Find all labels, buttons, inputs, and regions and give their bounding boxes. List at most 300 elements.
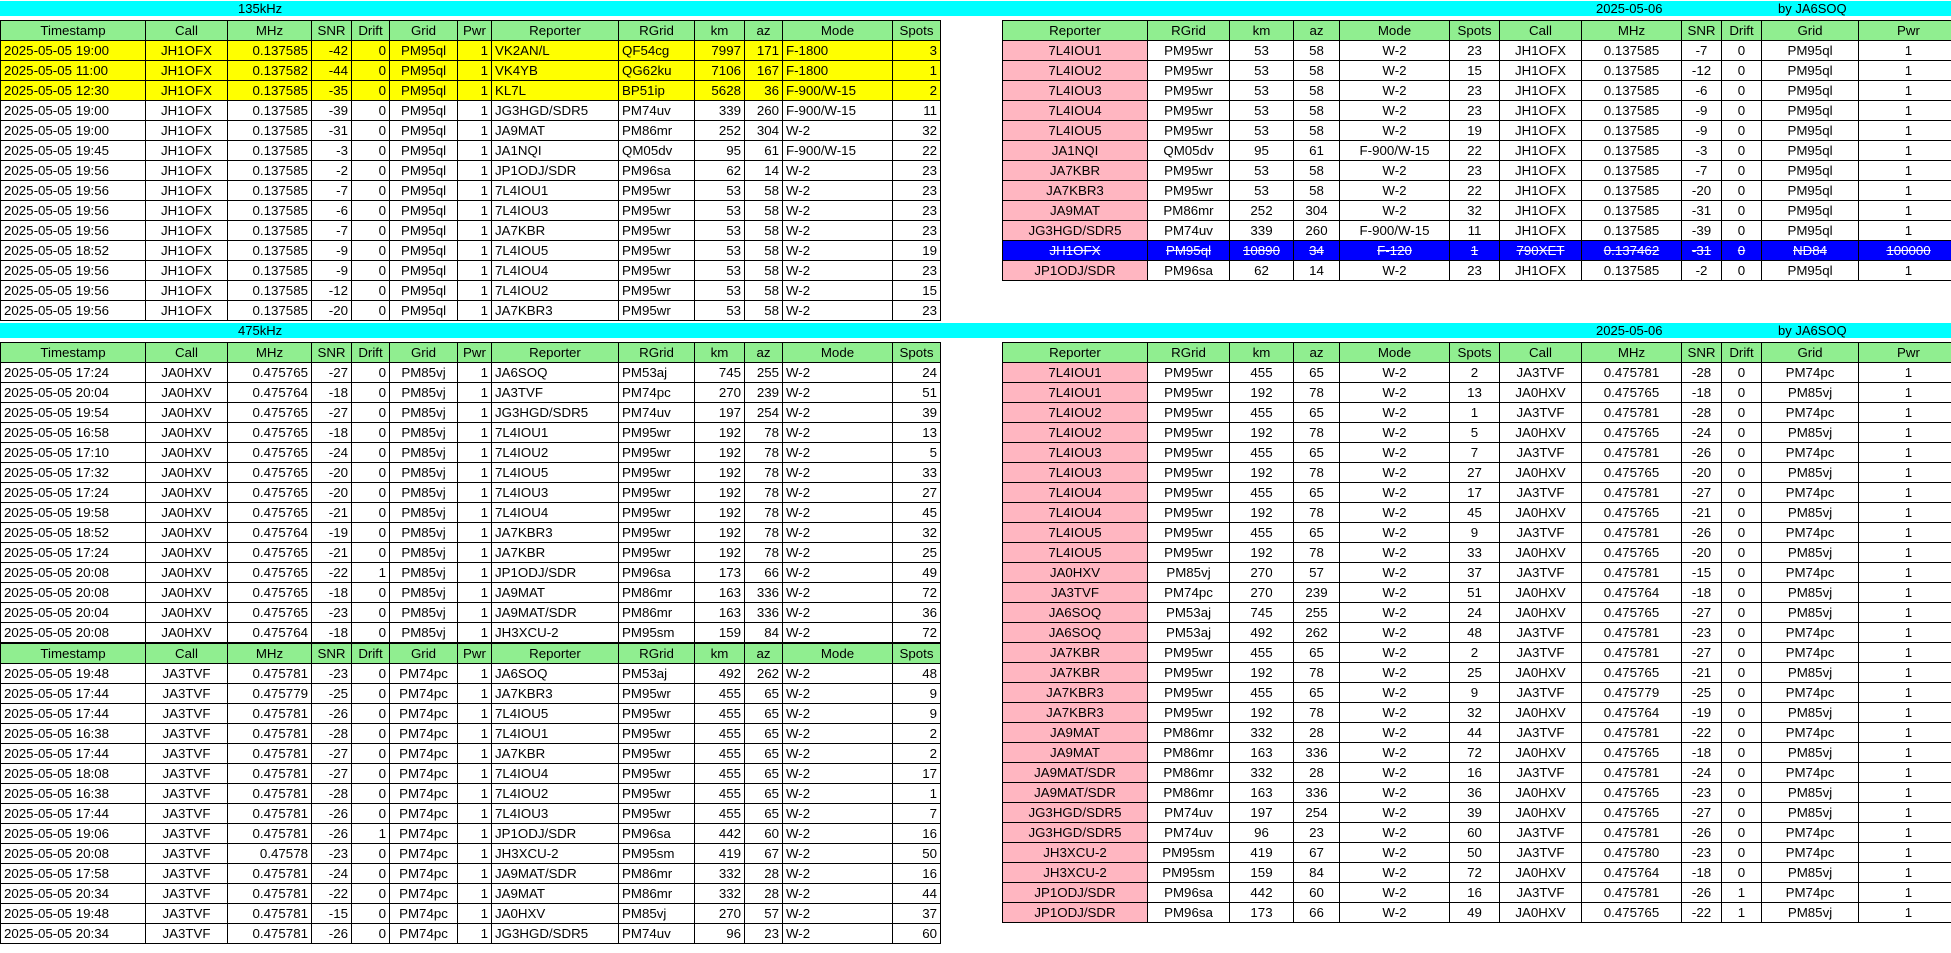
cell-drift: 0 (1722, 603, 1762, 623)
column-header-snr[interactable]: SNR (1682, 343, 1722, 363)
cell-az: 66 (1294, 903, 1340, 923)
cell-timestamp: 2025-05-05 11:00 (1, 61, 146, 81)
cell-km: 95 (695, 141, 745, 161)
cell-drift: 0 (1722, 81, 1762, 101)
cell-rgrid: PM96sa (619, 563, 695, 583)
column-header-rgrid[interactable]: RGrid (619, 21, 695, 41)
table-row[interactable] (1, 81, 941, 101)
column-header-grid[interactable]: Grid (1762, 21, 1859, 41)
cell-call: JA3TVF (1500, 823, 1582, 843)
column-header-pwr[interactable]: Pwr (458, 343, 492, 363)
column-header-pwr[interactable]: Pwr (458, 644, 492, 664)
table-row[interactable] (1003, 201, 1951, 221)
column-header-timestamp[interactable]: Timestamp (1, 21, 146, 41)
cell-km: 192 (695, 503, 745, 523)
table-row[interactable] (1, 684, 941, 704)
table-row[interactable] (1003, 463, 1951, 483)
cell-timestamp: 2025-05-05 18:52 (1, 241, 146, 261)
cell-spots: 32 (1450, 201, 1500, 221)
cell-az: 336 (745, 583, 783, 603)
cell-timestamp: 2025-05-05 19:56 (1, 301, 146, 321)
cell-az: 78 (1294, 423, 1340, 443)
cell-pwr: 1 (1859, 783, 1951, 803)
cell-rgrid: PM95wr (1148, 81, 1230, 101)
cell-call: JH1OFX (1500, 101, 1582, 121)
table-row[interactable] (1003, 483, 1951, 503)
cell-reporter: JA1NQI (1003, 141, 1148, 161)
column-header-rgrid[interactable]: RGrid (619, 644, 695, 664)
cell-reporter: JA6SOQ (492, 363, 619, 383)
cell-call: JA3TVF (1500, 483, 1582, 503)
column-header-drift[interactable]: Drift (352, 343, 390, 363)
cell-timestamp: 2025-05-05 17:58 (1, 864, 146, 884)
cell-snr: -28 (1682, 363, 1722, 383)
column-header-drift[interactable]: Drift (1722, 343, 1762, 363)
table-row[interactable] (1, 261, 941, 281)
table-row[interactable] (1003, 803, 1951, 823)
cell-spots: 9 (1450, 683, 1500, 703)
column-header-rgrid[interactable]: RGrid (1148, 21, 1230, 41)
cell-km: 192 (1230, 463, 1294, 483)
cell-mhz: 0.137585 (1582, 61, 1682, 81)
cell-snr: -3 (312, 141, 352, 161)
cell-grid: PM85vj (1762, 803, 1859, 823)
cell-km: 455 (1230, 403, 1294, 423)
column-header-km[interactable]: km (1230, 343, 1294, 363)
cell-reporter: JA7KBR3 (492, 684, 619, 704)
cell-mode: W-2 (783, 583, 893, 603)
table-row[interactable] (1003, 863, 1951, 883)
cell-grid: PM85vj (390, 443, 458, 463)
cell-reporter: 7L4IOU1 (492, 423, 619, 443)
table-row[interactable] (1003, 783, 1951, 803)
cell-timestamp: 2025-05-05 17:44 (1, 684, 146, 704)
table-row[interactable] (1003, 603, 1951, 623)
table-row[interactable] (1, 784, 941, 804)
table-row[interactable] (1003, 723, 1951, 743)
table-row[interactable] (1, 583, 941, 603)
cell-pwr: 1 (458, 363, 492, 383)
column-header-call[interactable]: Call (146, 644, 228, 664)
cell-reporter: JA7KBR3 (1003, 683, 1148, 703)
cell-mode: F-900/W-15 (783, 141, 893, 161)
column-header-spots[interactable]: Spots (1450, 21, 1500, 41)
table-row[interactable] (1003, 61, 1951, 81)
cell-mhz: 0.137585 (228, 201, 312, 221)
cell-az: 58 (745, 221, 783, 241)
cell-az: 36 (745, 81, 783, 101)
table-row[interactable] (1, 563, 941, 583)
column-header-reporter[interactable]: Reporter (1003, 343, 1148, 363)
column-header-drift[interactable]: Drift (352, 21, 390, 41)
cell-snr: -21 (312, 503, 352, 523)
table-row[interactable] (1003, 583, 1951, 603)
cell-drift: 0 (352, 704, 390, 724)
cell-km: 95 (1230, 141, 1294, 161)
cell-reporter: JA0HXV (1003, 563, 1148, 583)
cell-drift: 0 (352, 483, 390, 503)
cell-mode: W-2 (1340, 863, 1450, 883)
cell-mhz: 0.475765 (228, 543, 312, 563)
cell-pwr: 1 (458, 764, 492, 784)
cell-pwr: 1 (458, 403, 492, 423)
table-row[interactable] (1, 141, 941, 161)
cell-grid: PM85vj (390, 363, 458, 383)
cell-pwr: 1 (1859, 201, 1951, 221)
cell-mode: W-2 (783, 161, 893, 181)
table-row[interactable] (1003, 161, 1951, 181)
cell-pwr: 1 (458, 443, 492, 463)
cell-reporter: 7L4IOU3 (492, 483, 619, 503)
cell-rgrid: PM95wr (1148, 383, 1230, 403)
column-header-reporter[interactable]: Reporter (492, 21, 619, 41)
cell-mhz: 0.475781 (228, 784, 312, 804)
cell-az: 28 (1294, 723, 1340, 743)
column-header-timestamp[interactable]: Timestamp (1, 343, 146, 363)
cell-pwr: 1 (1859, 161, 1951, 181)
cell-grid: PM74pc (390, 884, 458, 904)
cell-timestamp: 2025-05-05 17:32 (1, 463, 146, 483)
cell-km: 192 (1230, 543, 1294, 563)
column-header-az[interactable]: az (745, 644, 783, 664)
table-row[interactable] (1, 241, 941, 261)
cell-az: 84 (1294, 863, 1340, 883)
table-row[interactable] (1, 301, 941, 321)
table-row[interactable] (1003, 823, 1951, 843)
cell-rgrid: PM53aj (1148, 603, 1230, 623)
column-header-mode[interactable]: Mode (783, 21, 893, 41)
cell-km: 270 (695, 904, 745, 924)
column-header-az[interactable]: az (745, 21, 783, 41)
table-row[interactable] (1, 121, 941, 141)
table-row[interactable] (1, 844, 941, 864)
column-header-mhz[interactable]: MHz (228, 343, 312, 363)
table-row[interactable] (1, 824, 941, 844)
column-header-rgrid[interactable]: RGrid (1148, 343, 1230, 363)
column-header-mode[interactable]: Mode (1340, 21, 1450, 41)
table-row[interactable] (1, 623, 941, 643)
column-header-mhz[interactable]: MHz (1582, 21, 1682, 41)
cell-pwr: 1 (1859, 563, 1951, 583)
table-row[interactable] (1, 924, 941, 944)
column-header-drift[interactable]: Drift (1722, 21, 1762, 41)
column-header-spots[interactable]: Spots (893, 644, 941, 664)
cell-drift: 0 (1722, 703, 1762, 723)
table-row[interactable] (1003, 743, 1951, 763)
column-header-km[interactable]: km (695, 644, 745, 664)
table-row[interactable] (1003, 41, 1951, 61)
table-row[interactable] (1003, 363, 1951, 383)
table-row[interactable] (1003, 683, 1951, 703)
table-row[interactable] (1003, 81, 1951, 101)
column-header-snr[interactable]: SNR (312, 644, 352, 664)
cell-pwr: 1 (1859, 423, 1951, 443)
cell-az: 84 (745, 623, 783, 643)
column-header-az[interactable]: az (1294, 343, 1340, 363)
cell-reporter: JP1ODJ/SDR (1003, 261, 1148, 281)
column-header-km[interactable]: km (695, 343, 745, 363)
table-row[interactable] (1, 904, 941, 924)
column-header-snr[interactable]: SNR (312, 21, 352, 41)
table-row[interactable] (1003, 883, 1951, 903)
cell-km: 173 (695, 563, 745, 583)
cell-call: JA3TVF (146, 764, 228, 784)
column-header-grid[interactable]: Grid (390, 343, 458, 363)
table-row[interactable] (1003, 181, 1951, 201)
cell-pwr: 1 (1859, 181, 1951, 201)
cell-timestamp: 2025-05-05 18:52 (1, 523, 146, 543)
cell-mode: W-2 (1340, 643, 1450, 663)
cell-reporter: JA9MAT/SDR (1003, 783, 1148, 803)
cell-reporter: JA9MAT (1003, 743, 1148, 763)
column-header-pwr[interactable]: Pwr (1859, 343, 1951, 363)
column-header-pwr[interactable]: Pwr (1859, 21, 1951, 41)
cell-mode: W-2 (1340, 903, 1450, 923)
cell-grid: PM74pc (390, 844, 458, 864)
column-header-timestamp[interactable]: Timestamp (1, 644, 146, 664)
cell-mode: W-2 (783, 744, 893, 764)
table-row[interactable] (1003, 703, 1951, 723)
table-row[interactable] (1003, 503, 1951, 523)
cell-km: 332 (695, 884, 745, 904)
column-header-az[interactable]: az (1294, 21, 1340, 41)
cell-mode: W-2 (783, 884, 893, 904)
cell-drift: 0 (352, 784, 390, 804)
cell-grid: PM85vj (1762, 783, 1859, 803)
cell-pwr: 1 (458, 241, 492, 261)
cell-mode: W-2 (1340, 383, 1450, 403)
cell-rgrid: PM95wr (1148, 683, 1230, 703)
column-header-km[interactable]: km (1230, 21, 1294, 41)
cell-km: 192 (1230, 703, 1294, 723)
cell-reporter: JA7KBR (492, 543, 619, 563)
cell-grid: PM95ql (1762, 221, 1859, 241)
column-header-grid[interactable]: Grid (390, 644, 458, 664)
table-row[interactable] (1, 281, 941, 301)
table-row[interactable] (1, 61, 941, 81)
cell-grid: PM74pc (1762, 403, 1859, 423)
cell-drift: 0 (352, 383, 390, 403)
column-header-grid[interactable]: Grid (390, 21, 458, 41)
cell-grid: PM74pc (1762, 763, 1859, 783)
table-row[interactable] (1, 443, 941, 463)
cell-km: 62 (1230, 261, 1294, 281)
column-header-mode[interactable]: Mode (783, 343, 893, 363)
table-row[interactable] (1003, 241, 1951, 261)
cell-drift: 0 (1722, 643, 1762, 663)
cell-spots: 2 (893, 724, 941, 744)
cell-mhz: 0.475765 (1582, 783, 1682, 803)
table-row[interactable] (1, 864, 941, 884)
cell-pwr: 1 (458, 543, 492, 563)
cell-snr: -7 (1682, 161, 1722, 181)
table-row[interactable] (1, 543, 941, 563)
column-header-mhz[interactable]: MHz (228, 21, 312, 41)
table-row[interactable] (1, 603, 941, 623)
cell-snr: -9 (312, 261, 352, 281)
column-header-call[interactable]: Call (1500, 343, 1582, 363)
column-header-mhz[interactable]: MHz (1582, 343, 1682, 363)
table-row[interactable] (1, 483, 941, 503)
table-row[interactable] (1003, 643, 1951, 663)
table-row[interactable] (1003, 261, 1951, 281)
cell-pwr: 1 (1859, 483, 1951, 503)
column-header-snr[interactable]: SNR (312, 343, 352, 363)
table-row[interactable] (1003, 623, 1951, 643)
cell-call: JH1OFX (1500, 61, 1582, 81)
cell-reporter: JG3HGD/SDR5 (492, 403, 619, 423)
table-row[interactable] (1, 221, 941, 241)
cell-rgrid: PM95wr (619, 181, 695, 201)
cell-snr: -24 (312, 443, 352, 463)
column-header-pwr[interactable]: Pwr (458, 21, 492, 41)
table-row[interactable] (1, 664, 941, 684)
table-row[interactable] (1, 804, 941, 824)
table-row[interactable] (1, 744, 941, 764)
cell-mode: W-2 (783, 483, 893, 503)
table-row[interactable] (1, 724, 941, 744)
cell-grid: PM95ql (390, 281, 458, 301)
column-header-call[interactable]: Call (146, 343, 228, 363)
cell-rgrid: PM95wr (1148, 483, 1230, 503)
table-row[interactable] (1, 41, 941, 61)
table-row[interactable] (1003, 403, 1951, 423)
cell-rgrid: PM95wr (619, 543, 695, 563)
cell-az: 23 (1294, 823, 1340, 843)
column-header-reporter[interactable]: Reporter (1003, 21, 1148, 41)
cell-rgrid: PM95sm (619, 844, 695, 864)
cell-pwr: 1 (458, 301, 492, 321)
cell-km: 96 (695, 924, 745, 944)
cell-reporter: 7L4IOU1 (492, 181, 619, 201)
cell-az: 58 (1294, 61, 1340, 81)
cell-reporter: JA9MAT (1003, 201, 1148, 221)
cell-rgrid: PM95wr (619, 423, 695, 443)
table-row[interactable] (1003, 383, 1951, 403)
cell-km: 163 (695, 603, 745, 623)
column-header-reporter[interactable]: Reporter (492, 343, 619, 363)
cell-drift: 0 (352, 583, 390, 603)
cell-mode: F-900/W-15 (783, 101, 893, 121)
column-header-drift[interactable]: Drift (352, 644, 390, 664)
column-header-mode[interactable]: Mode (783, 644, 893, 664)
table-row[interactable] (1, 181, 941, 201)
cell-mhz: 0.475781 (1582, 763, 1682, 783)
table-row[interactable] (1003, 221, 1951, 241)
cell-mhz: 0.137585 (228, 301, 312, 321)
table-row[interactable] (1003, 121, 1951, 141)
table-row[interactable] (1003, 663, 1951, 683)
cell-call: JH1OFX (146, 261, 228, 281)
table-row[interactable] (1, 403, 941, 423)
cell-drift: 0 (352, 603, 390, 623)
cell-drift: 0 (1722, 503, 1762, 523)
table-row[interactable] (1003, 763, 1951, 783)
column-header-mode[interactable]: Mode (1340, 343, 1450, 363)
cell-az: 60 (1294, 883, 1340, 903)
column-header-spots[interactable]: Spots (893, 343, 941, 363)
table-row[interactable] (1, 884, 941, 904)
column-header-mhz[interactable]: MHz (228, 644, 312, 664)
cell-timestamp: 2025-05-05 17:24 (1, 483, 146, 503)
column-header-call[interactable]: Call (1500, 21, 1582, 41)
cell-timestamp: 2025-05-05 17:44 (1, 704, 146, 724)
table-row[interactable] (1, 764, 941, 784)
cell-call: JA0HXV (146, 563, 228, 583)
table-row[interactable] (1, 503, 941, 523)
table-row[interactable] (1003, 543, 1951, 563)
cell-drift: 0 (1722, 543, 1762, 563)
cell-drift: 0 (352, 101, 390, 121)
cell-call: JA3TVF (1500, 643, 1582, 663)
column-header-km[interactable]: km (695, 21, 745, 41)
column-header-grid[interactable]: Grid (1762, 343, 1859, 363)
column-header-spots[interactable]: Spots (1450, 343, 1500, 363)
table-row[interactable] (1, 161, 941, 181)
table-row[interactable] (1003, 423, 1951, 443)
cell-drift: 0 (352, 684, 390, 704)
cell-grid: PM95ql (1762, 81, 1859, 101)
cell-call: JA0HXV (1500, 603, 1582, 623)
cell-rgrid: PM95wr (619, 221, 695, 241)
table-row[interactable] (1003, 101, 1951, 121)
cell-drift: 0 (352, 181, 390, 201)
table-row[interactable] (1, 523, 941, 543)
cell-pwr: 1 (458, 201, 492, 221)
table-row[interactable] (1, 423, 941, 443)
table-row[interactable] (1, 201, 941, 221)
cell-snr: -2 (1682, 261, 1722, 281)
cell-call: JH1OFX (146, 41, 228, 61)
cell-snr: -6 (1682, 81, 1722, 101)
table-row[interactable] (1, 101, 941, 121)
cell-drift: 0 (1722, 241, 1762, 261)
table-row[interactable] (1003, 843, 1951, 863)
cell-drift: 0 (1722, 141, 1762, 161)
cell-az: 78 (1294, 463, 1340, 483)
table-row[interactable] (1, 363, 941, 383)
table-row[interactable] (1003, 563, 1951, 583)
cell-pwr: 1 (458, 383, 492, 403)
table-row[interactable] (1, 463, 941, 483)
table-row[interactable] (1003, 141, 1951, 161)
table-row[interactable] (1003, 443, 1951, 463)
cell-mode: W-2 (1340, 583, 1450, 603)
table-row[interactable] (1, 704, 941, 724)
column-header-call[interactable]: Call (146, 21, 228, 41)
cell-spots: 50 (1450, 843, 1500, 863)
cell-reporter: 7L4IOU3 (1003, 443, 1148, 463)
cell-call: JA3TVF (146, 744, 228, 764)
column-header-rgrid[interactable]: RGrid (619, 343, 695, 363)
cell-snr: -18 (1682, 743, 1722, 763)
cell-az: 58 (1294, 41, 1340, 61)
cell-pwr: 1 (1859, 403, 1951, 423)
column-header-snr[interactable]: SNR (1682, 21, 1722, 41)
cell-rgrid: PM74uv (619, 101, 695, 121)
cell-snr: -20 (312, 301, 352, 321)
cell-grid: PM95ql (1762, 261, 1859, 281)
column-header-reporter[interactable]: Reporter (492, 644, 619, 664)
table-row[interactable] (1, 383, 941, 403)
cell-rgrid: PM95wr (1148, 503, 1230, 523)
table-row[interactable] (1003, 903, 1951, 923)
cell-pwr: 1 (458, 503, 492, 523)
table-row[interactable] (1003, 523, 1951, 543)
cell-grid: PM85vj (1762, 503, 1859, 523)
column-header-spots[interactable]: Spots (893, 21, 941, 41)
column-header-az[interactable]: az (745, 343, 783, 363)
